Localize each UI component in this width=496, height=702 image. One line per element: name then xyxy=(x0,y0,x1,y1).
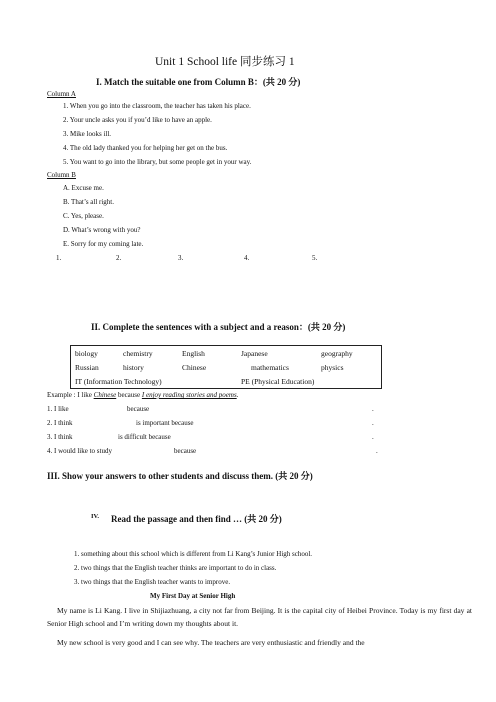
word: history xyxy=(123,363,144,372)
column-b-item: C. Yes, please. xyxy=(63,212,104,220)
section1-heading: I. Match the suitable one from Column B：(共 20 分) xyxy=(96,77,301,87)
word: PE (Physical Education) xyxy=(241,377,315,386)
find-item: 3. two things that the English teacher wants to improve. xyxy=(74,578,231,586)
example-sentence xyxy=(47,391,238,400)
word: English xyxy=(182,349,205,358)
sentence-1-end: . xyxy=(372,405,374,413)
subject-word-box xyxy=(70,345,382,389)
column-b-item: B. That’s all right. xyxy=(63,198,115,206)
sentence-2-end: . xyxy=(372,419,374,427)
answer-blank-5[interactable]: 5. xyxy=(312,254,318,262)
word: Japanese xyxy=(241,349,268,358)
column-a-item: 1. When you go into the classroom, the teacher has taken his place. xyxy=(63,102,251,110)
sentence-1-mid[interactable]: because xyxy=(127,405,150,413)
sentence-1-start: 1. I like xyxy=(47,405,69,413)
column-b-item: E. Sorry for my coming late. xyxy=(63,240,144,248)
passage-paragraph-2: My new school is very good and I can see why. The teachers are very enthusiastic and friendly and the xyxy=(57,638,365,647)
section4-heading: Read the passage and then find … (共 20 分) xyxy=(111,514,282,524)
sentence-2-mid[interactable]: is important because xyxy=(136,419,194,427)
sentence-4-end: . xyxy=(376,447,378,455)
column-b-item: D. What’s wrong with you? xyxy=(63,226,141,234)
word: chemistry xyxy=(123,349,153,358)
section2-heading: II. Complete the sentences with a subject and a reason：(共 20 分) xyxy=(91,322,346,332)
word: mathematics xyxy=(251,363,289,372)
example-end: . xyxy=(236,391,239,399)
answer-blank-4[interactable]: 4. xyxy=(244,254,250,262)
passage-title: My First Day at Senior High xyxy=(150,592,236,600)
word: biology xyxy=(75,349,98,358)
section3-heading: III. Show your answers to other students and discuss them. (共 20 分) xyxy=(47,471,313,481)
column-a-item: 3. Mike looks ill. xyxy=(63,130,112,138)
answer-blank-2[interactable]: 2. xyxy=(116,254,122,262)
sentence-3-mid[interactable]: is difficult because xyxy=(118,433,171,441)
column-a-label: Column A xyxy=(47,90,76,98)
example-prefix: Example : I like xyxy=(47,391,94,399)
answer-blank-3[interactable]: 3. xyxy=(178,254,184,262)
example-subject: Chinese xyxy=(93,391,117,399)
word: Chinese xyxy=(182,363,207,372)
column-b-item: A. Excuse me. xyxy=(63,184,104,192)
example-reason: I enjoy reading stories and poems xyxy=(141,391,237,399)
sentence-3-end: . xyxy=(372,433,374,441)
column-a-item: 4. The old lady thanked you for helping her get on the bus. xyxy=(63,144,228,152)
page-title: Unit 1 School life 同步练习 1 xyxy=(155,56,295,68)
sentence-4-start: 4. I would like to study xyxy=(47,447,112,455)
column-a-item: 5. You want to go into the library, but some people get in your way. xyxy=(63,158,252,166)
sentence-2-start: 2. I think xyxy=(47,419,73,427)
example-mid: because xyxy=(116,391,142,399)
word: geography xyxy=(321,349,353,358)
column-b-label: Column B xyxy=(47,171,76,179)
find-item: 2. two things that the English teacher thinks are important to do in class. xyxy=(74,564,277,572)
sentence-3-start: 3. I think xyxy=(47,433,73,441)
passage-paragraph-1: My name is Li Kang. I live in Shijiazhuang, a city not far from Beijing. It is the capital city of Heibei Province. Today is my first day at Senior High school and I’m writing down my thoughts about it. xyxy=(47,606,472,628)
section4-number: IV. xyxy=(91,513,100,520)
sentence-4-mid[interactable]: because xyxy=(174,447,197,455)
column-a-item: 2. Your uncle asks you if you’d like to have an apple. xyxy=(63,116,212,124)
word: physics xyxy=(321,363,344,372)
find-item: 1. something about this school which is different from Li Kang’s Junior High school. xyxy=(74,550,313,558)
word: IT (Information Technology) xyxy=(75,377,162,386)
word: Russian xyxy=(75,363,99,372)
answer-blank-1[interactable]: 1. xyxy=(56,254,62,262)
